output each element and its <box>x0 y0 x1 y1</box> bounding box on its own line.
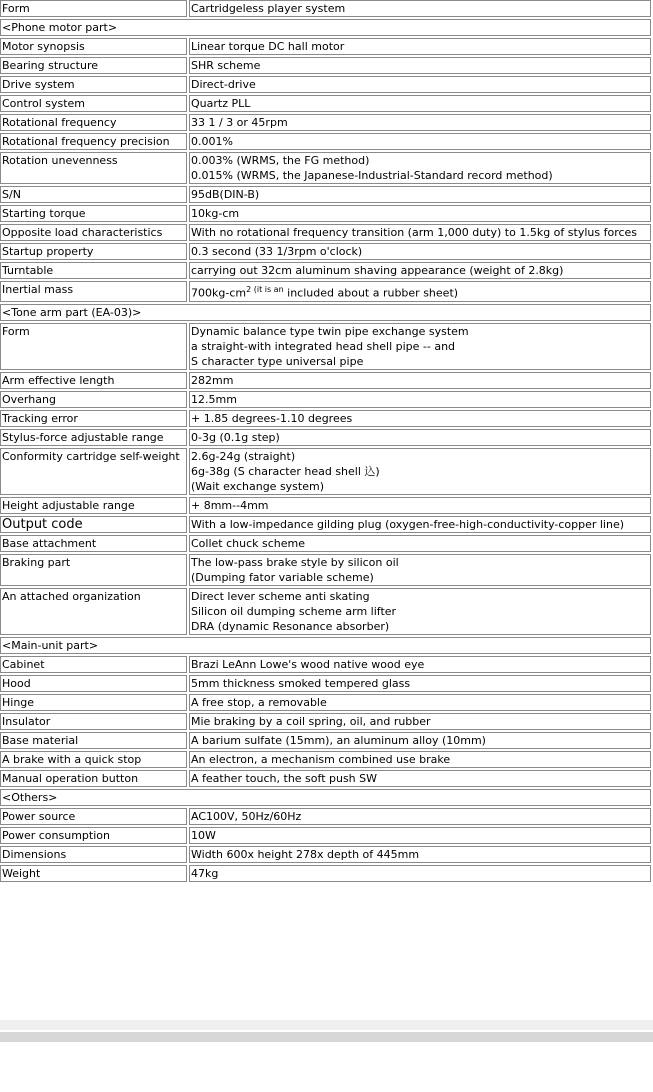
spec-label: Drive system <box>0 76 187 93</box>
spec-value: 0.001% <box>189 133 651 150</box>
section-row <box>0 19 651 36</box>
spec-value-line: DRA (dynamic Resonance absorber) <box>191 619 390 633</box>
spec-value: 10kg-cm <box>189 205 651 222</box>
spec-label: Control system <box>0 95 187 112</box>
spec-value <box>189 152 651 184</box>
spec-value <box>189 323 651 370</box>
table-row <box>0 497 651 514</box>
spec-value: SHR scheme <box>189 57 651 74</box>
spec-label: Hood <box>0 675 187 692</box>
table-row <box>0 516 651 533</box>
spec-value <box>189 281 651 302</box>
table-row <box>0 243 651 260</box>
spec-value: A free stop, a removable <box>189 694 651 711</box>
spec-value-line: a straight-with integrated head shell pipe -- and <box>191 339 456 353</box>
spec-label: Tracking error <box>0 410 187 427</box>
spec-label: Height adjustable range <box>0 497 187 514</box>
table-row <box>0 0 651 17</box>
spec-label: Power source <box>0 808 187 825</box>
spec-value: 10W <box>189 827 651 844</box>
spec-value-line: 0.015% (WRMS, the Japanese-Industrial-Standard record method) <box>191 169 553 182</box>
table-row <box>0 323 651 370</box>
spec-value: Collet chuck scheme <box>189 535 651 552</box>
spec-value: With a low-impedance gilding plug (oxygen-free-high-conductivity-copper line) <box>189 516 651 533</box>
spec-value: 5mm thickness smoked tempered glass <box>189 675 651 692</box>
spec-value: 33 1 / 3 or 45rpm <box>189 114 651 131</box>
spec-value: 0-3g (0.1g step) <box>189 429 651 446</box>
spec-value: 95dB(DIN-B) <box>189 186 651 203</box>
spec-label: Manual operation button <box>0 770 187 787</box>
table-row <box>0 732 651 749</box>
spec-value <box>189 554 651 586</box>
table-row <box>0 713 651 730</box>
spec-value-superscript: 2 (it is an <box>246 285 284 294</box>
spec-value: 12.5mm <box>189 391 651 408</box>
table-row <box>0 429 651 446</box>
spec-label: A brake with a quick stop <box>0 751 187 768</box>
spec-value: AC100V, 50Hz/60Hz <box>189 808 651 825</box>
table-row <box>0 675 651 692</box>
spec-label: Startup property <box>0 243 187 260</box>
table-row <box>0 262 651 279</box>
spec-label: Conformity cartridge self-weight <box>0 448 187 495</box>
spec-value: A barium sulfate (15mm), an aluminum alloy (10mm) <box>189 732 651 749</box>
spec-value: An electron, a mechanism combined use brake <box>189 751 651 768</box>
table-row <box>0 448 651 495</box>
table-row <box>0 114 651 131</box>
spec-label: Turntable <box>0 262 187 279</box>
table-row <box>0 186 651 203</box>
spec-label: Base attachment <box>0 535 187 552</box>
spec-label: Hinge <box>0 694 187 711</box>
table-row <box>0 391 651 408</box>
spec-value <box>189 448 651 495</box>
table-row <box>0 152 651 184</box>
section-row <box>0 304 651 321</box>
table-row <box>0 372 651 389</box>
spec-label: S/N <box>0 186 187 203</box>
spec-value: Direct-drive <box>189 76 651 93</box>
table-row <box>0 588 651 635</box>
table-row <box>0 846 651 863</box>
table-row <box>0 224 651 241</box>
spec-value-text: 700kg-cm <box>191 286 247 300</box>
spec-value: Cartridgeless player system <box>189 0 651 17</box>
spec-value-line: Silicon oil dumping scheme arm lifter <box>191 604 397 618</box>
spec-value-line: (Dumping fator variable scheme) <box>191 570 374 584</box>
spec-value <box>189 588 651 635</box>
spec-value: Brazi LeAnn Lowe's wood native wood eye <box>189 656 651 673</box>
table-row <box>0 57 651 74</box>
spec-value-line: (Wait exchange system) <box>191 479 324 493</box>
section-header: <Phone motor part> <box>0 19 651 36</box>
spec-value: With no rotational frequency transition (arm 1,000 duty) to 1.5kg of stylus forces <box>189 224 651 241</box>
table-row <box>0 827 651 844</box>
spec-value: Width 600x height 278x depth of 445mm <box>189 846 651 863</box>
spec-label: An attached organization <box>0 588 187 635</box>
spec-value-line: 0.003% (WRMS, the FG method) <box>191 154 370 167</box>
spec-value: Quartz PLL <box>189 95 651 112</box>
spec-value: 282mm <box>189 372 651 389</box>
spec-label: Rotational frequency precision <box>0 133 187 150</box>
spec-label: Form <box>0 0 187 17</box>
spec-value: A feather touch, the soft push SW <box>189 770 651 787</box>
table-row <box>0 656 651 673</box>
spec-value-line: 2.6g-24g (straight) <box>191 449 296 463</box>
table-row <box>0 865 651 882</box>
spec-label: Motor synopsis <box>0 38 187 55</box>
table-row <box>0 38 651 55</box>
spec-label: Cabinet <box>0 656 187 673</box>
table-row <box>0 554 651 586</box>
spec-label: Overhang <box>0 391 187 408</box>
spec-label: Base material <box>0 732 187 749</box>
footer-bar-light <box>0 1020 653 1030</box>
section-header: <Main-unit part> <box>0 637 651 654</box>
table-row <box>0 76 651 93</box>
spec-value: 0.3 second (33 1/3rpm o'clock) <box>189 243 651 260</box>
spec-label: Opposite load characteristics <box>0 224 187 241</box>
table-row <box>0 751 651 768</box>
spec-label: Rotational frequency <box>0 114 187 131</box>
spec-label: Bearing structure <box>0 57 187 74</box>
spec-value: + 8mm--4mm <box>189 497 651 514</box>
spec-value: Linear torque DC hall motor <box>189 38 651 55</box>
spec-label: Rotation unevenness <box>0 152 187 184</box>
spec-value: 47kg <box>189 865 651 882</box>
table-row <box>0 205 651 222</box>
spec-label: Inertial mass <box>0 281 187 302</box>
table-row <box>0 410 651 427</box>
table-row <box>0 535 651 552</box>
section-row <box>0 637 651 654</box>
spec-value-line: Direct lever scheme anti skating <box>191 589 370 603</box>
spec-value: Mie braking by a coil spring, oil, and rubber <box>189 713 651 730</box>
spec-label: Stylus-force adjustable range <box>0 429 187 446</box>
spec-label: Insulator <box>0 713 187 730</box>
spec-label: Form <box>0 323 187 370</box>
spec-label: Braking part <box>0 554 187 586</box>
spec-value-line: 6g-38g (S character head shell 込) <box>191 464 380 478</box>
spec-value-line: Dynamic balance type twin pipe exchange system <box>191 324 469 338</box>
spec-label: Output code <box>0 516 187 533</box>
table-row <box>0 808 651 825</box>
spec-value: carrying out 32cm aluminum shaving appearance (weight of 2.8kg) <box>189 262 651 279</box>
table-row <box>0 694 651 711</box>
section-row <box>0 789 651 806</box>
spec-label: Starting torque <box>0 205 187 222</box>
table-row <box>0 133 651 150</box>
table-row <box>0 95 651 112</box>
table-row <box>0 281 651 302</box>
spec-label: Arm effective length <box>0 372 187 389</box>
spec-value: + 1.85 degrees-1.10 degrees <box>189 410 651 427</box>
spec-label: Weight <box>0 865 187 882</box>
spec-label: Power consumption <box>0 827 187 844</box>
table-row <box>0 770 651 787</box>
section-header: <Others> <box>0 789 651 806</box>
spec-value-line: The low-pass brake style by silicon oil <box>191 555 399 569</box>
section-header: <Tone arm part (EA-03)> <box>0 304 651 321</box>
spec-value-text: included about a rubber sheet) <box>283 286 459 300</box>
footer-bar-gray <box>0 1032 653 1042</box>
spec-label: Dimensions <box>0 846 187 863</box>
spec-value-line: S character type universal pipe <box>191 354 364 368</box>
